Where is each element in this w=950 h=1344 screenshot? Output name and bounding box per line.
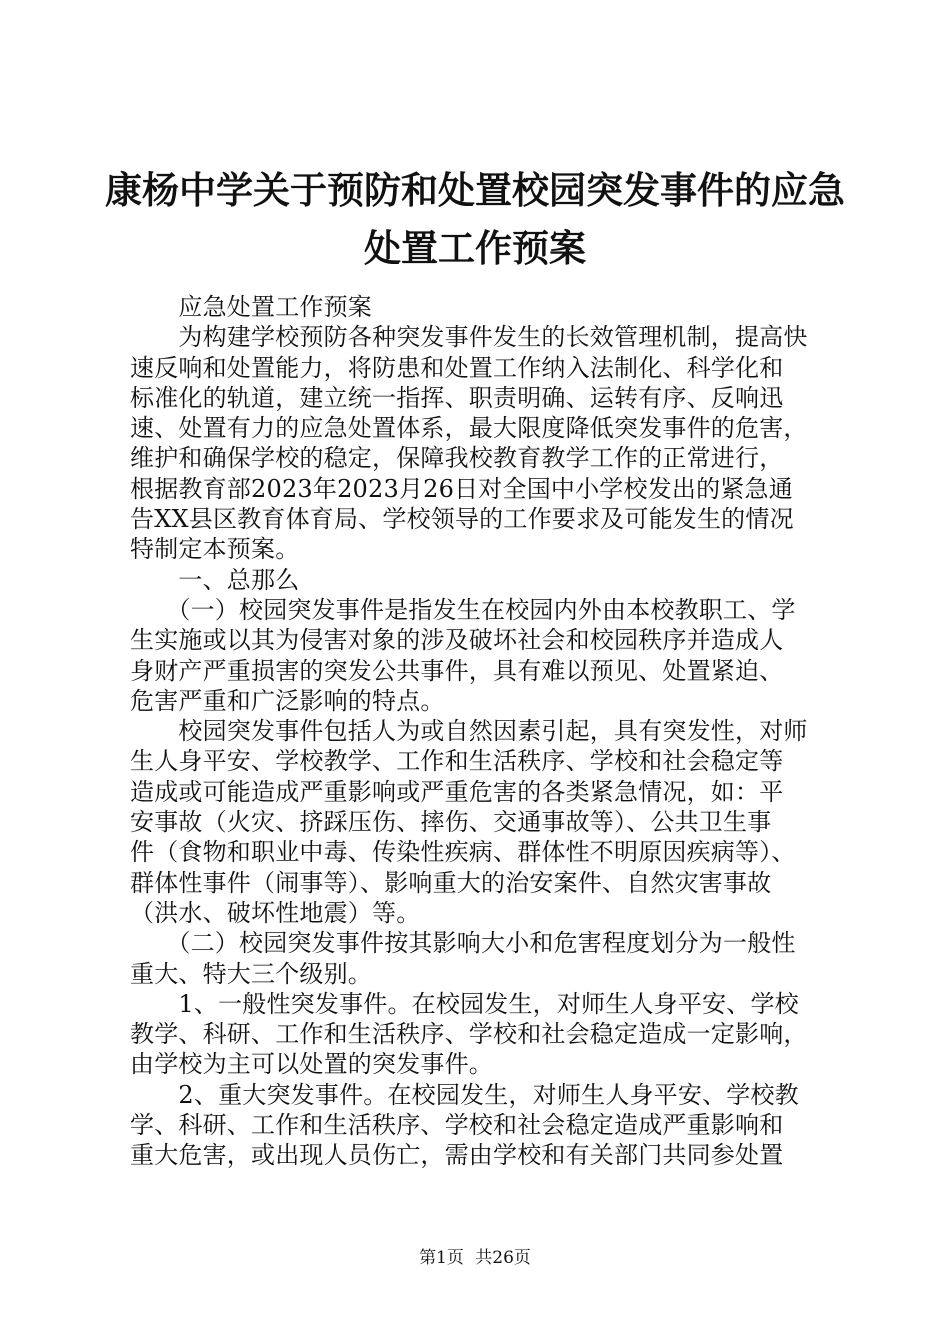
body-line: 教学、科研、工作和生活秩序、学校和社会稳定造成一定影响， — [130, 1020, 808, 1049]
body-line: 2、重大突发事件。在校园发生，对师生人身平安、学校教 — [130, 1080, 799, 1109]
body-line: 学、科研、工作和生活秩序、学校和社会稳定造成严重影响和 — [130, 1111, 784, 1140]
body-line: 危害严重和广泛影响的特点。 — [130, 686, 445, 715]
document-title-line-1: 康杨中学关于预防和处置校园突发事件的应急 — [105, 168, 845, 212]
page-footer — [0, 1243, 950, 1268]
body-line: （一）校园突发事件是指发生在校园内外由本校教职工、学 — [130, 595, 796, 624]
body-line: （二）校园突发事件按其影响大小和危害程度划分为一般性 — [130, 929, 796, 958]
body-line: 重大、特大三个级别。 — [130, 959, 372, 988]
document-body — [130, 292, 830, 1171]
body-line: 身财产严重损害的突发公共事件，具有难以预见、处置紧迫、 — [130, 656, 784, 685]
body-line: 一、总那么 — [130, 565, 300, 594]
body-line: 生人身平安、学校教学、工作和生活秩序、学校和社会稳定等 — [130, 747, 784, 776]
body-line: 速、处置有力的应急处置体系，最大限度降低突发事件的危害， — [130, 414, 808, 443]
body-line: 安事故（火灾、挤踩压伤、摔伤、交通事故等）、公共卫生事 — [130, 808, 772, 837]
body-line: 应急处置工作预案 — [130, 293, 372, 321]
body-line: 重大危害，或出现人员伤亡，需由学校和有关部门共同参处置 — [130, 1141, 784, 1170]
body-line: 件（食物和职业中毒、传染性疾病、群体性不明原因疾病等）、 — [130, 838, 796, 867]
body-line: （洪水、破坏性地震）等。 — [130, 898, 421, 927]
body-line: 为构建学校预防各种突发事件发生的长效管理机制，提高快 — [130, 323, 808, 352]
body-line: 告XX县区教育体育局、学校领导的工作要求及可能发生的情况 — [130, 505, 794, 534]
body-line: 造成或可能造成严重影响或严重危害的各类紧急情况，如：平 — [130, 777, 784, 806]
body-line: 由学校为主可以处置的突发事件。 — [130, 1050, 493, 1079]
body-line: 维护和确保学校的稳定，保障我校教育教学工作的正常进行， — [130, 444, 784, 473]
body-line: 标准化的轨道，建立统一指挥、职责明确、运转有序、反响迅 — [130, 383, 784, 412]
body-line: 生实施或以其为侵害对象的涉及破坏社会和校园秩序并造成人 — [130, 626, 784, 655]
body-line: 校园突发事件包括人为或自然因素引起，具有突发性，对师 — [130, 717, 808, 746]
body-line: 1、一般性突发事件。在校园发生，对师生人身平安、学校 — [130, 989, 799, 1018]
body-lines — [130, 292, 830, 1171]
body-line: 群体性事件（闹事等）、影响重大的治安案件、自然灾害事故 — [130, 868, 772, 897]
document-title-line-2: 处置工作预案 — [364, 226, 586, 270]
body-line: 特制定本预案。 — [130, 535, 300, 564]
page-total: 共26页 — [475, 1248, 531, 1268]
body-line: 速反响和处置能力，将防患和处置工作纳入法制化、科学化和 — [130, 353, 784, 382]
body-line: 根据教育部2023年2023月26日对全国中小学校发出的紧急通 — [130, 474, 793, 503]
page-number: 第1页 — [419, 1248, 464, 1268]
